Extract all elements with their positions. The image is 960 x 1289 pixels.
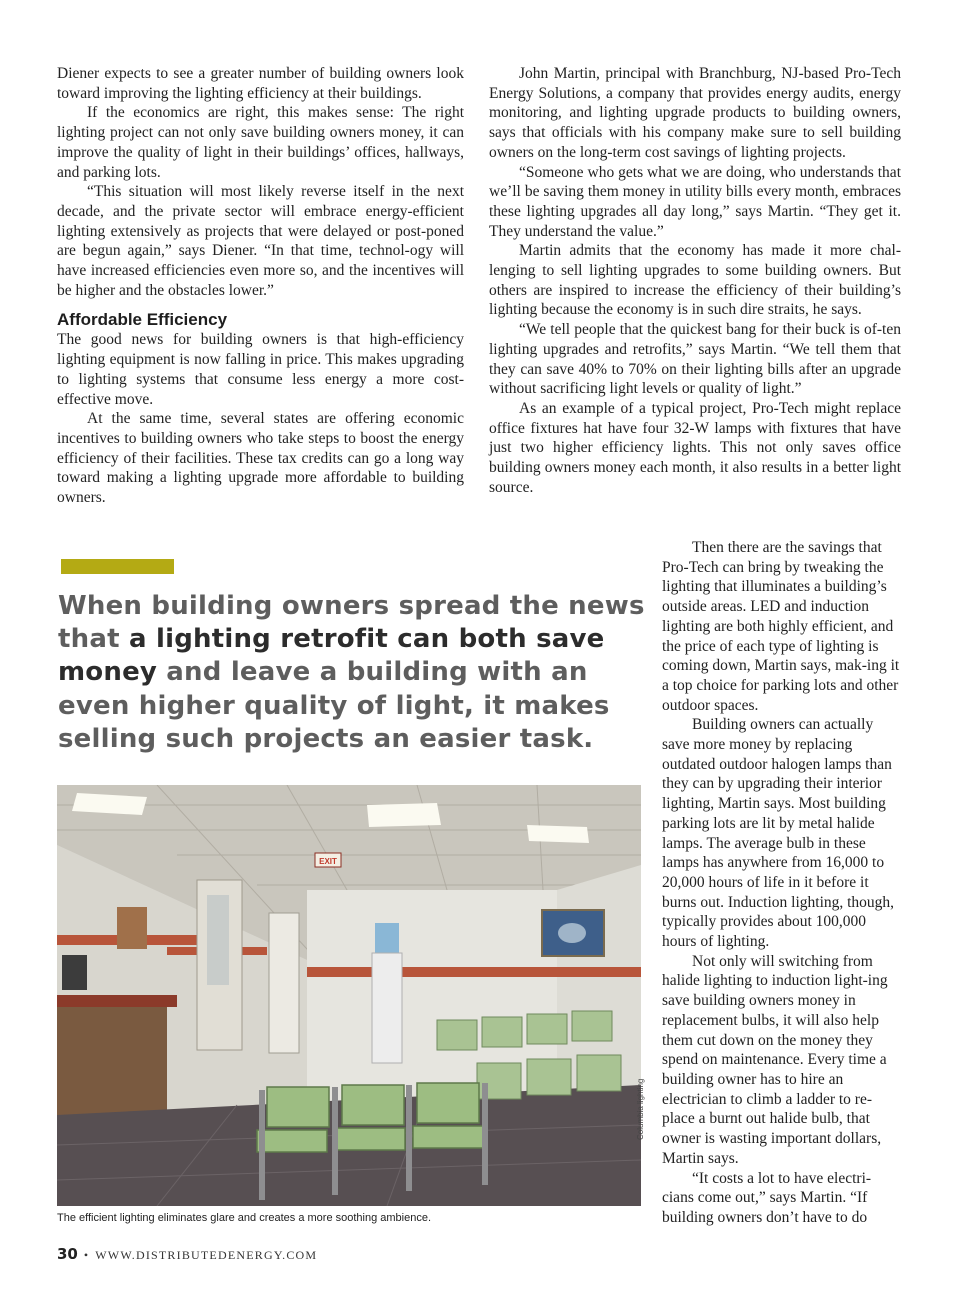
paragraph: Building owners can actually save more money by replacing outdated outdoor halogen lamps than they can by upgrading their interior lighting, Martin says. Most building parking lots are lit by metal halide lamps. The average bulb in these lamps has anywhere from 16,000 to 20,000 hours of life in it before it burns out. Induction lighting, though, typically provides about 100,000 hours of lighting. [662, 716, 895, 951]
paragraph: “We tell people that the quickest bang for their buck is of-ten lighting upgrades and retrofits,” says Martin. “We tell them that they can save 40% to 70% on their lighting bills after an upgrade without sacrificing light levels or quality of light.” [489, 321, 901, 398]
pull-quote [58, 590, 648, 756]
exit-sign: EXIT [319, 857, 337, 866]
paragraph: Then there are the savings that Pro-Tech can bring by tweaking the lighting that illuminates a building’s outside areas. LED and induction lighting are both highly efficient, and the price of each type of lighting is coming down, Martin says, mak-ing it a top choice for parking lots and other outdoor spaces. [662, 539, 900, 714]
paragraph: “It costs a lot to have electri-cians come out,” says Martin. “If building owners don’t have to do [662, 1169, 872, 1226]
paragraph: As an example of a typical project, Pro-Tech might replace office fixtures hat have four 32-W lamps with fixtures that have just two higher efficiency lights. This not only saves office building owners money each month, it also results in a better light source. [489, 399, 901, 496]
paragraph: At the same time, several states are offering economic incentives to building owners who take steps to boost the energy efficiency of their facilities. These tax credits can go a long way toward making a lighting upgrade more affordable to building owners. [57, 410, 464, 507]
narrow-column [662, 538, 902, 1228]
page-number: 30 [57, 1245, 78, 1263]
left-column [57, 64, 464, 508]
photo-caption: The efficient lighting eliminates glare and creates a more soothing ambience. [57, 1212, 432, 1224]
right-column [489, 64, 901, 497]
page-footer [57, 1245, 317, 1263]
section-subhead: Affordable Efficiency [57, 310, 228, 330]
paragraph: The good news for building owners is that high-efficiency lighting equipment is now falling in price. This makes upgrading to lighting systems that consume less energy a more cost-effective move. [57, 331, 464, 408]
pull-quote-part: When building owners spread the news that [58, 591, 645, 655]
paragraph: “This situation will most likely reverse itself in the next decade, and the private sector will embrace energy-efficient lighting extensively as projects that were delayed or post-poned are begun again,” says Diener. “In that time, technol-ogy will have increased efficiencies even more so, and the incentives will be higher and the obstacles lower.” [57, 183, 464, 299]
pull-quote-highlight: a lighting retrofit can both save money [58, 624, 605, 688]
paragraph: Martin admits that the economy has made it more chal-lenging to sell lighting upgrades to some building owners. But others are inspired to increase the efficiency of their building’s lighting because the economy is in such dire straits, he says. [489, 242, 901, 319]
photo-credit: Columbia lighting [636, 1078, 645, 1140]
pull-quote-accent-bar [61, 559, 174, 574]
paragraph: “Someone who gets what we are doing, who understands that we’ll be saving them money in utility bills every month, embraces these lighting upgrades all day long,” says Martin. “They get it. They understand the value.” [489, 163, 901, 240]
website-url: WWW.DISTRIBUTEDENERGY.COM [95, 1248, 318, 1262]
footer-separator: • [83, 1248, 90, 1262]
paragraph: If the economics are right, this makes sense: The right lighting project can not only save building owners money, it can improve the quality of light in their buildings’ offices, hallways, and parking lots. [57, 104, 464, 181]
paragraph: John Martin, principal with Branchburg, NJ-based Pro-Tech Energy Solutions, a company that provides energy audits, energy monitoring, and lighting upgrade products to building owners, says that officials with his company make sure to sell building owners on the long-term cost savings of lighting projects. [489, 65, 901, 161]
waiting-room-photo [57, 785, 641, 1206]
pull-quote-part: and leave a building with an even higher quality of light, it makes selling such projects an easier task. [58, 657, 610, 754]
paragraph: Diener expects to see a greater number of building owners look toward improving the lighting efficiency at their buildings. [57, 65, 464, 102]
paragraph: Not only will switching from halide lighting to induction light-ing save building owners money in replacement bulbs, it will also help them cut down on the money they spend on maintenance. Every time a building owner has to hire an electrician to climb a ladder to re-place a burnt out halide bulb, that owner is wasting important dollars, Martin says. [662, 952, 888, 1167]
